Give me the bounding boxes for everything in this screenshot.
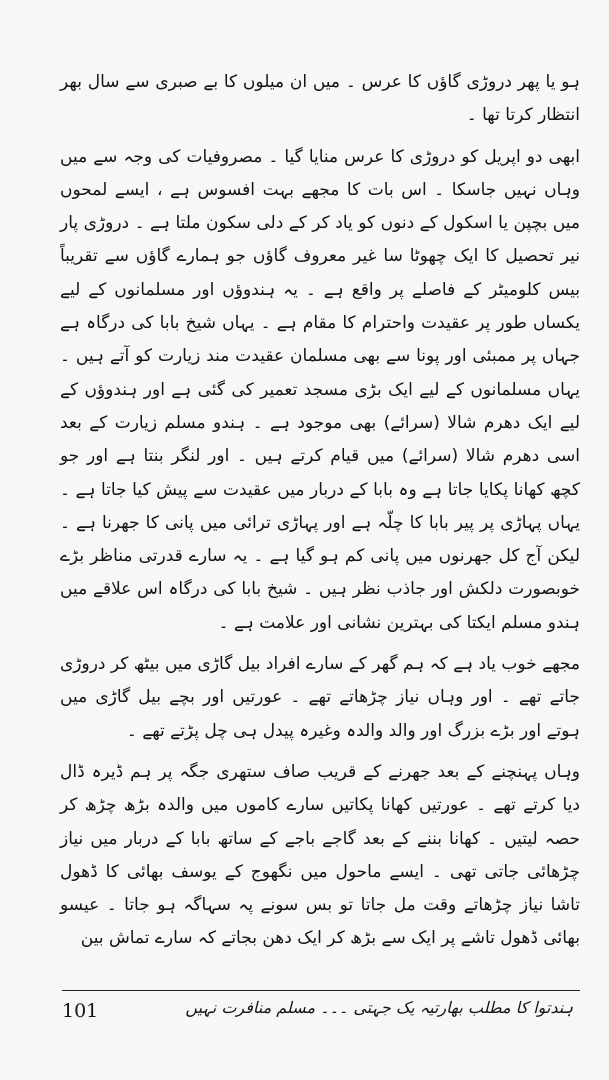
body-text bbox=[60, 66, 580, 964]
running-footer-title: ہندتوا کا مطلب بھارتیہ یک جہتی ۔۔۔ مسلم منافرت نہیں bbox=[185, 998, 573, 1017]
paragraph-4: وہاں پہنچنے کے بعد جھرنے کے قریب صاف ستھری جگہ پر ہم ڈیرہ ڈال دیا کرتے تھے ۔ عورتیں کھانا پکاتیں سارے کاموں میں والدہ بڑھ چڑھ کر حصہ لیتیں ۔ کھانا بننے کے بعد گاجے باجے کے ساتھ بابا کے دربار میں نیاز چڑھائی جاتی تھی ۔ ایسے ماحول میں نگھوج کے یوسف بھائی کا ڈھول تاشا نیاز چڑھاتے وقت مل جاتا تو بس سونے پہ سہاگہ ہو جاتا ۔ عیسو بھائی ڈھول تاشے پر ایک سے بڑھ کر ایک دھن بجاتے کہ سارے تماش بین bbox=[60, 761, 580, 949]
paragraph-3: مجھے خوب یاد ہے کہ ہم گھر کے سارے افراد بیل گاڑی میں بیٹھ کر دروڑی جاتے تھے ۔ اور وہاں نیاز چڑھاتے تھے ۔ عورتیں اور بچے بیل گاڑی میں ہوتے اور بڑے بزرگ اور والد والدہ وغیرہ پیدل ہی چل پڑتے تھے ۔ bbox=[60, 654, 580, 741]
page-number: 101 bbox=[62, 1000, 99, 1022]
footer-divider bbox=[62, 990, 580, 991]
paragraph-1: ہو یا پھر دروڑی گاؤں کا عرس ۔ میں ان میلوں کا بے صبری سے سال بھر انتظار کرتا تھا ۔ bbox=[60, 72, 580, 126]
paragraph-2: ابھی دو اپریل کو دروڑی کا عرس منایا گیا ۔ مصروفیات کی وجہ سے میں وہاں نہیں جاسکا ۔ اس بات کا مجھے بہت افسوس ہے ، ایسے لمحوں میں بچپن یا اسکول کے دنوں کو یاد کر کے دلی سکون ملتا ہے ۔ دروڑی پار نیر تحصیل کا ایک چھوٹا سا غیر معروف گاؤں جو ہمارے گاؤں سے تقریباً بیس کلومیٹر کے فاصلے پر واقع ہے ۔ یہ ہندوؤں اور مسلمانوں کے لیے یکساں طور پر عقیدت واحترام کا مقام ہے ۔ یہاں شیخ بابا کی درگاہ ہے جہاں پر ممبئی اور پونا سے بھی مسلمان عقیدت مند زیارت کو آتے ہیں ۔ یہاں مسلمانوں کے لیے ایک بڑی مسجد تعمیر کی گئی ہے اور ہندوؤں کے لیے ایک دھرم شالا (سرائے) بھی موجود ہے ۔ ہندو مسلم زیارت کے بعد اسی دھرم شالا (سرائے) میں قیام کرتے ہیں ۔ اور لنگر بنتا ہے اور جو کچھ کھانا پکایا جاتا ہے وہ بابا کے دربار میں عقیدت سے پیش کیا جاتا ہے ۔ یہاں پہاڑی پر پیر بابا کا چلّہ ہے اور پہاڑی ترائی میں پانی کا جھرنا ہے ۔ لیکن آج کل جھرنوں میں پانی کم ہو گیا ہے ۔ یہ سارے قدرتی مناظر بڑے خوبصورت دلکش اور جاذب نظر ہیں ۔ شیخ بابا کی درگاہ اس علاقے میں ہندو مسلم ایکتا کی بہترین نشانی اور علامت ہے ۔ bbox=[60, 146, 580, 633]
